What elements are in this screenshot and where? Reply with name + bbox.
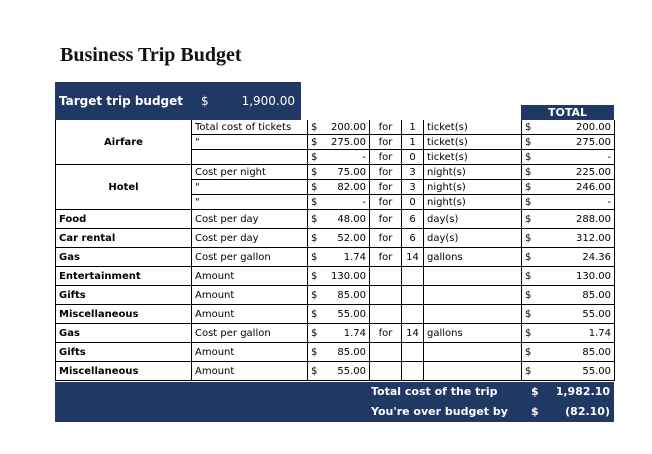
cost-amount[interactable]: 85.00 (324, 286, 370, 305)
category-label: Gas (56, 248, 192, 267)
row-total: 275.00 (538, 135, 615, 150)
item-description[interactable]: " (192, 135, 308, 150)
total-cost-label: Total cost of the trip (371, 385, 498, 398)
cost-amount[interactable]: 55.00 (324, 305, 370, 324)
row-total: 24.36 (538, 248, 615, 267)
total-currency: $ (522, 248, 538, 267)
table-row (56, 120, 615, 135)
cost-currency: $ (308, 180, 324, 195)
quantity[interactable] (402, 305, 424, 324)
cost-currency: $ (308, 305, 324, 324)
total-currency: $ (522, 180, 538, 195)
total-currency: $ (522, 324, 538, 343)
cost-currency: $ (308, 286, 324, 305)
cost-currency: $ (308, 324, 324, 343)
row-total: - (538, 150, 615, 165)
for-label (370, 305, 402, 324)
unit-label: gallons (424, 248, 522, 267)
for-label: for (370, 150, 402, 165)
quantity[interactable]: 6 (402, 210, 424, 229)
total-currency: $ (522, 362, 538, 381)
for-label (370, 343, 402, 362)
cost-currency: $ (308, 248, 324, 267)
over-budget-value: (82.10) (565, 405, 610, 418)
unit-label (424, 305, 522, 324)
item-description[interactable]: Cost per gallon (192, 248, 308, 267)
target-budget-box (55, 82, 301, 120)
category-label: Food (56, 210, 192, 229)
cost-currency: $ (308, 195, 324, 210)
for-label: for (370, 210, 402, 229)
total-currency: $ (522, 135, 538, 150)
summary-footer (55, 382, 614, 422)
cost-currency: $ (308, 229, 324, 248)
total-currency: $ (522, 195, 538, 210)
quantity[interactable] (402, 343, 424, 362)
quantity[interactable]: 14 (402, 324, 424, 343)
for-label (370, 286, 402, 305)
category-label: Gas (56, 324, 192, 343)
total-currency: $ (522, 286, 538, 305)
quantity[interactable] (402, 267, 424, 286)
over-budget-row (55, 402, 614, 422)
item-description[interactable]: " (192, 180, 308, 195)
for-label: for (370, 135, 402, 150)
for-label: for (370, 180, 402, 195)
item-description[interactable]: Cost per gallon (192, 324, 308, 343)
total-column-header: TOTAL (521, 105, 614, 120)
quantity[interactable]: 0 (402, 195, 424, 210)
quantity[interactable]: 1 (402, 120, 424, 135)
over-budget-label: You're over budget by (371, 405, 508, 418)
table-row (56, 267, 615, 286)
cost-currency: $ (308, 362, 324, 381)
item-description[interactable]: Amount (192, 343, 308, 362)
cost-amount[interactable]: 75.00 (324, 165, 370, 180)
table-row (56, 362, 615, 381)
row-total: 200.00 (538, 120, 615, 135)
unit-label: night(s) (424, 180, 522, 195)
category-label: Car rental (56, 229, 192, 248)
target-budget-currency: $ (201, 94, 209, 108)
unit-label (424, 362, 522, 381)
page-title: Business Trip Budget (60, 44, 242, 66)
target-budget-amount[interactable]: 1,900.00 (241, 94, 295, 108)
table-row (56, 229, 615, 248)
cost-amount[interactable]: 200.00 (324, 120, 370, 135)
item-description[interactable]: Cost per night (192, 165, 308, 180)
table-row (56, 305, 615, 324)
unit-label (424, 286, 522, 305)
total-cost-row (55, 382, 614, 402)
unit-label (424, 267, 522, 286)
cost-amount[interactable]: 130.00 (324, 267, 370, 286)
for-label: for (370, 248, 402, 267)
total-currency: $ (522, 165, 538, 180)
cost-currency: $ (308, 210, 324, 229)
cost-currency: $ (308, 150, 324, 165)
item-description[interactable]: Amount (192, 362, 308, 381)
for-label: for (370, 165, 402, 180)
unit-label (424, 343, 522, 362)
table-row (56, 343, 615, 362)
quantity[interactable] (402, 286, 424, 305)
category-label: Gifts (56, 286, 192, 305)
row-total: 85.00 (538, 343, 615, 362)
cost-amount[interactable]: 1.74 (324, 324, 370, 343)
cost-amount[interactable]: 52.00 (324, 229, 370, 248)
table-row (56, 210, 615, 229)
row-total: 130.00 (538, 267, 615, 286)
row-total: 55.00 (538, 305, 615, 324)
target-budget-label: Target trip budget (59, 94, 184, 108)
item-description[interactable]: Total cost of tickets (192, 120, 308, 135)
cost-amount[interactable]: - (324, 195, 370, 210)
quantity[interactable]: 3 (402, 180, 424, 195)
category-label: Entertainment (56, 267, 192, 286)
total-currency: $ (522, 343, 538, 362)
unit-label: night(s) (424, 165, 522, 180)
table-row (56, 248, 615, 267)
for-label: for (370, 324, 402, 343)
unit-label: day(s) (424, 229, 522, 248)
item-description[interactable]: " (192, 195, 308, 210)
row-total: 246.00 (538, 180, 615, 195)
cost-currency: $ (308, 165, 324, 180)
over-budget-currency: $ (531, 405, 539, 418)
unit-label: ticket(s) (424, 135, 522, 150)
total-currency: $ (522, 267, 538, 286)
total-currency: $ (522, 120, 538, 135)
item-description[interactable]: Cost per day (192, 229, 308, 248)
for-label: for (370, 229, 402, 248)
cost-amount[interactable]: 85.00 (324, 343, 370, 362)
cost-amount[interactable]: - (324, 150, 370, 165)
cost-amount[interactable]: 48.00 (324, 210, 370, 229)
total-currency: $ (522, 305, 538, 324)
cost-currency: $ (308, 343, 324, 362)
quantity[interactable]: 14 (402, 248, 424, 267)
quantity[interactable]: 0 (402, 150, 424, 165)
category-label: Miscellaneous (56, 305, 192, 324)
total-cost-currency: $ (531, 385, 539, 398)
total-currency: $ (522, 229, 538, 248)
category-label: Miscellaneous (56, 362, 192, 381)
item-description[interactable]: Amount (192, 286, 308, 305)
total-currency: $ (522, 210, 538, 229)
category-label: Gifts (56, 343, 192, 362)
item-description[interactable] (192, 150, 308, 165)
row-total: 1.74 (538, 324, 615, 343)
table-row (56, 324, 615, 343)
category-label: Airfare (56, 120, 192, 165)
cost-amount[interactable]: 55.00 (324, 362, 370, 381)
quantity[interactable]: 1 (402, 135, 424, 150)
quantity[interactable]: 3 (402, 165, 424, 180)
unit-label: gallons (424, 324, 522, 343)
row-total: 55.00 (538, 362, 615, 381)
unit-label: ticket(s) (424, 120, 522, 135)
unit-label: ticket(s) (424, 150, 522, 165)
row-total: 288.00 (538, 210, 615, 229)
for-label: for (370, 120, 402, 135)
item-description[interactable]: Amount (192, 305, 308, 324)
quantity[interactable] (402, 362, 424, 381)
row-total: - (538, 195, 615, 210)
cost-currency: $ (308, 267, 324, 286)
unit-label: night(s) (424, 195, 522, 210)
row-total: 225.00 (538, 165, 615, 180)
cost-currency: $ (308, 135, 324, 150)
table-row (56, 286, 615, 305)
for-label (370, 267, 402, 286)
category-label: Hotel (56, 165, 192, 210)
row-total: 85.00 (538, 286, 615, 305)
cost-amount[interactable]: 275.00 (324, 135, 370, 150)
budget-table (55, 120, 615, 381)
unit-label: day(s) (424, 210, 522, 229)
for-label: for (370, 195, 402, 210)
cost-currency: $ (308, 120, 324, 135)
item-description[interactable]: Cost per day (192, 210, 308, 229)
quantity[interactable]: 6 (402, 229, 424, 248)
total-cost-value: 1,982.10 (555, 385, 610, 398)
cost-amount[interactable]: 82.00 (324, 180, 370, 195)
for-label (370, 362, 402, 381)
row-total: 312.00 (538, 229, 615, 248)
cost-amount[interactable]: 1.74 (324, 248, 370, 267)
item-description[interactable]: Amount (192, 267, 308, 286)
total-currency: $ (522, 150, 538, 165)
table-row (56, 165, 615, 180)
